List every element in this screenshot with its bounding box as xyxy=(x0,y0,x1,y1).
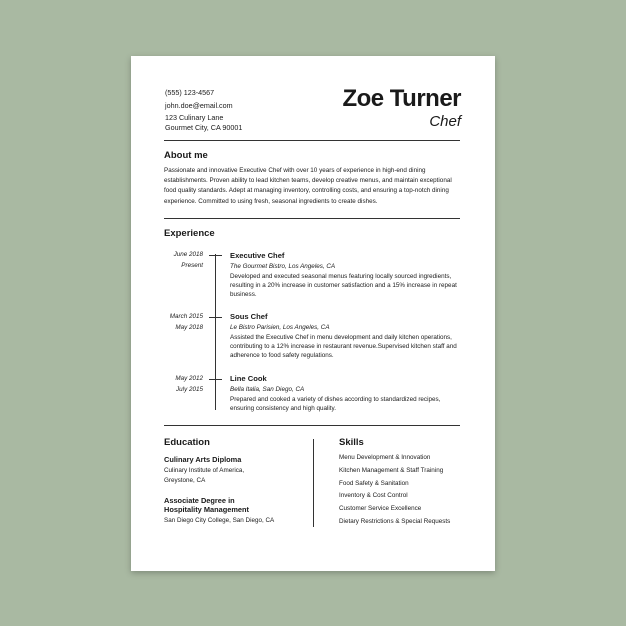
job-description: Assisted the Executive Chef in menu development and daily kitchen operations, contributing to a 12% increase in restaurant revenue.Supervised kitchen staff and adherence to food safety regulations. xyxy=(230,334,457,360)
job-company: Le Bistro Parisien, Los Angeles, CA xyxy=(230,324,330,331)
header-divider xyxy=(164,140,460,141)
job-entry xyxy=(230,374,462,413)
job-description: Developed and executed seasonal menus featuring locally sourced ingredients, resulting in a 20% increase in customer satisfaction and a 15% increase in repeat business. xyxy=(230,273,457,299)
skill-item: Inventory & Cost Control xyxy=(339,492,408,500)
skill-item: Food Safety & Sanitation xyxy=(339,479,409,487)
timeline-tick xyxy=(209,317,222,318)
timeline-tick xyxy=(209,255,222,256)
column-divider xyxy=(313,439,314,527)
job-start-date: March 2015 xyxy=(169,313,203,320)
education-degree: Culinary Arts Diploma xyxy=(164,455,242,464)
job-entry xyxy=(230,251,462,300)
job-start-date: May 2012 xyxy=(175,375,203,382)
job-end-date: July 2015 xyxy=(176,386,203,393)
about-text: Passionate and innovative Executive Chef with over 10 years of experience in high-end dining establishments. Proven ability to lead kitchen teams, develop creative menus, and maintain exceptional food quality standards. Adept at managing inventory, controlling costs, and ensuring a top-notch dining experience. Committed to using fresh, seasonal ingredients to create dishes. xyxy=(164,167,452,205)
timeline-line xyxy=(215,254,216,410)
education-degree-line1: Associate Degree in xyxy=(164,496,235,505)
job-company: The Gourmet Bistro, Los Angeles, CA xyxy=(230,263,336,270)
resume-page xyxy=(131,56,495,571)
skills-heading: Skills xyxy=(339,437,364,448)
job-entry xyxy=(230,312,462,361)
skill-item: Customer Service Excellence xyxy=(339,505,422,513)
job-start-date: June 2018 xyxy=(173,251,203,258)
about-divider xyxy=(164,218,460,219)
job-title: Line Cook xyxy=(230,374,267,383)
education-entry xyxy=(164,455,304,485)
education-school-line1: Culinary Institute of America, xyxy=(164,467,245,474)
job-company: Bella Italia, San Diego, CA xyxy=(230,386,305,393)
contact-phone: (555) 123-4567 xyxy=(165,88,215,97)
skill-item: Menu Development & Innovation xyxy=(339,454,431,461)
education-school-line2: Greystone, CA xyxy=(164,476,206,484)
job-title: Executive Chef xyxy=(230,251,285,260)
experience-heading: Experience xyxy=(164,228,215,239)
job-end-date: May 2018 xyxy=(175,324,203,331)
about-heading: About me xyxy=(164,150,208,161)
skills-list xyxy=(339,452,450,529)
contact-address-line2: Gourmet City, CA 90001 xyxy=(165,123,243,132)
contact-email: john.doe@email.com xyxy=(165,101,233,110)
experience-divider xyxy=(164,425,460,426)
timeline-tick xyxy=(209,379,222,380)
candidate-role: Chef xyxy=(429,113,461,130)
job-end-date: Present xyxy=(181,262,203,269)
candidate-name: Zoe Turner xyxy=(342,85,461,112)
job-title: Sous Chef xyxy=(230,312,268,321)
skill-item: Kitchen Management & Staff Training xyxy=(339,466,444,474)
education-school: San Diego City College, San Diego, CA xyxy=(164,517,275,524)
education-degree-line2: Hospitality Management xyxy=(164,505,250,514)
skill-item: Dietary Restrictions & Special Requests xyxy=(339,517,451,525)
education-entry xyxy=(164,496,304,526)
job-description: Prepared and cooked a variety of dishes according to standardized recipes, ensuring consistency and high quality. xyxy=(230,396,441,413)
education-heading: Education xyxy=(164,437,210,448)
contact-address-line1: 123 Culinary Lane xyxy=(165,113,224,122)
